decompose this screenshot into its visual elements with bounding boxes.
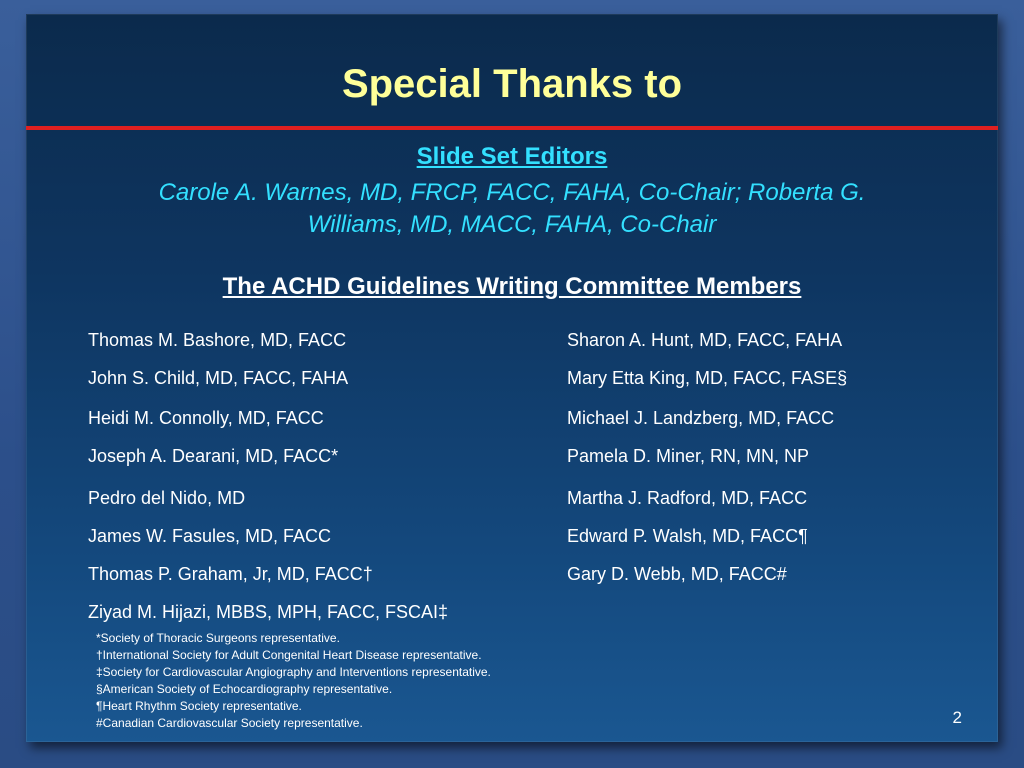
member-left-8: Ziyad M. Hijazi, MBBS, MPH, FACC, FSCAI‡ — [88, 602, 449, 622]
footnote-isachd: †International Society for Adult Congenital Heart Disease representative. — [96, 648, 482, 662]
footnote-ase: §American Society of Echocardiography representative. — [96, 682, 393, 696]
footnote-hrs: ¶Heart Rhythm Society representative. — [96, 699, 302, 713]
member-right-1: Sharon A. Hunt, MD, FACC, FAHA — [567, 330, 843, 350]
member-left-2: John S. Child, MD, FACC, FAHA — [88, 368, 349, 388]
page-number: 2 — [952, 708, 962, 727]
editors-heading: Slide Set Editors — [416, 143, 608, 170]
member-left-3: Heidi M. Connolly, MD, FACC — [88, 408, 324, 428]
footnote-scai: ‡Society for Cardiovascular Angiography and Interventions representative. — [96, 665, 491, 679]
member-right-6: Edward P. Walsh, MD, FACC¶ — [567, 526, 808, 546]
editors-names — [66, 177, 958, 241]
member-right-2: Mary Etta King, MD, FACC, FASE§ — [567, 368, 848, 388]
editors-names-line-1: Carole A. Warnes, MD, FRCP, FACC, FAHA, Co-Chair; Roberta G. — [158, 179, 866, 206]
member-left-6: James W. Fasules, MD, FACC — [88, 526, 332, 546]
footnotes — [96, 630, 491, 732]
member-right-4: Pamela D. Miner, RN, MN, NP — [567, 446, 810, 466]
footnote-sts: *Society of Thoracic Surgeons representative. — [96, 631, 340, 645]
slide-title: Special Thanks to — [341, 62, 683, 106]
title-divider — [26, 126, 998, 130]
member-left-1: Thomas M. Bashore, MD, FACC — [88, 330, 347, 350]
member-left-5: Pedro del Nido, MD — [88, 488, 246, 508]
committee-heading: The ACHD Guidelines Writing Committee Members — [222, 273, 802, 300]
member-right-3: Michael J. Landzberg, MD, FACC — [567, 408, 835, 428]
member-left-4: Joseph A. Dearani, MD, FACC* — [88, 446, 339, 466]
member-right-7: Gary D. Webb, MD, FACC# — [567, 564, 787, 584]
member-left-7: Thomas P. Graham, Jr, MD, FACC† — [88, 564, 373, 584]
slide — [26, 14, 998, 742]
member-right-5: Martha J. Radford, MD, FACC — [567, 488, 808, 508]
footnote-ccs: #Canadian Cardiovascular Society representative. — [96, 716, 363, 730]
editors-names-line-2: Williams, MD, MACC, FAHA, Co-Chair — [307, 211, 717, 238]
